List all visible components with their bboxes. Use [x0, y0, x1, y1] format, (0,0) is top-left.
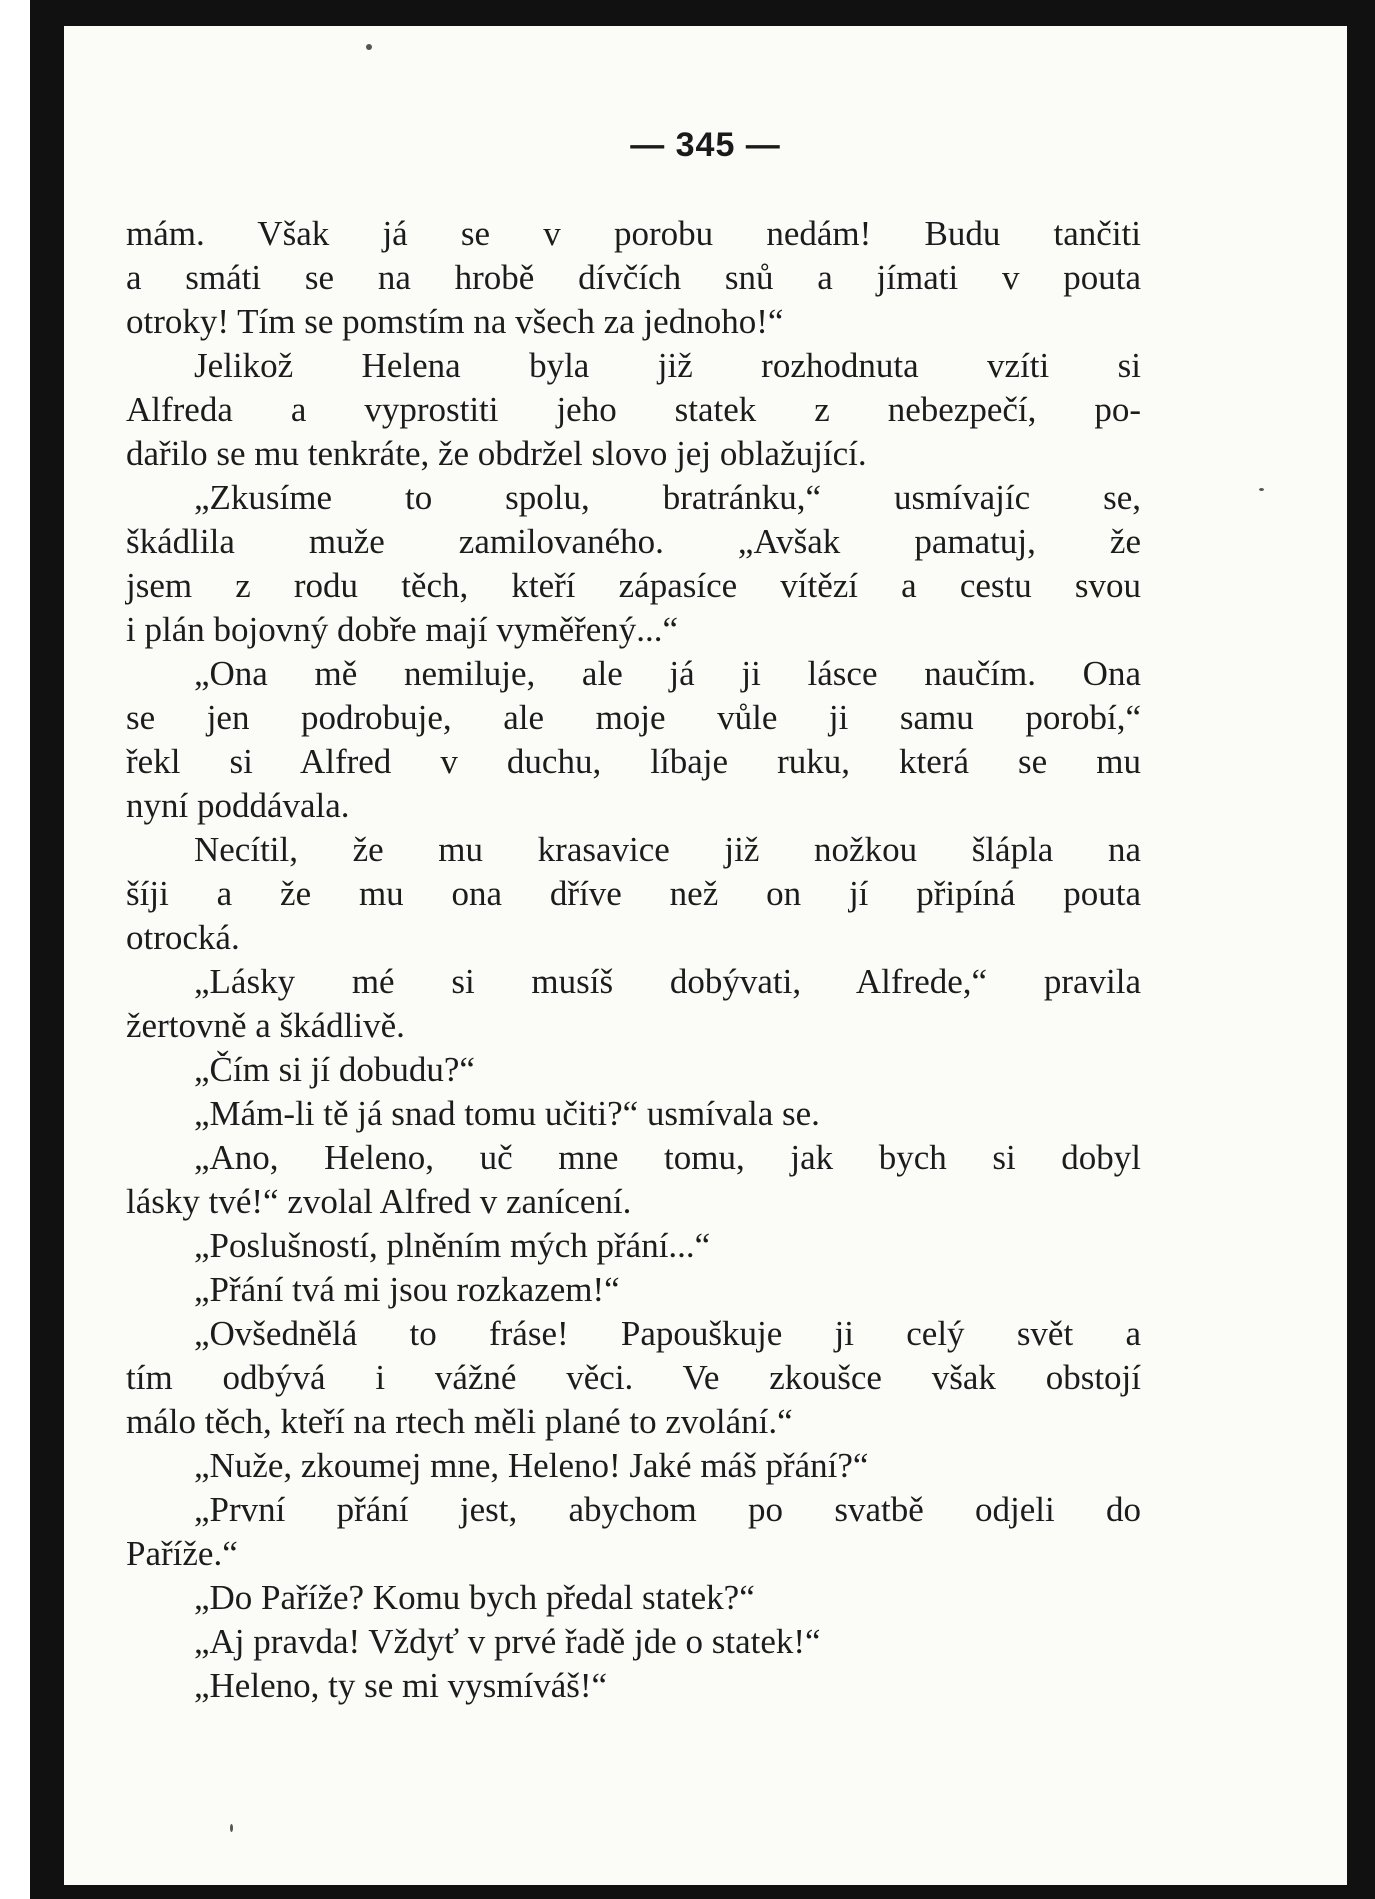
text-line: „Heleno, ty se mi vysmíváš!“	[194, 1666, 608, 1705]
book-spine-shadow	[30, 0, 64, 1899]
text-line: „První přání jest, abychom po svatbě odjeli do	[194, 1490, 1141, 1529]
text-line: „Ona mě nemiluje, ale já ji lásce naučím. Ona	[194, 654, 1141, 693]
text-line: jsem z rodu těch, kteří zápasíce vítězí a cestu svou	[126, 566, 1141, 605]
text-line: „Přání tvá mi jsou rozkazem!“	[194, 1270, 620, 1309]
body-text	[126, 212, 1141, 1708]
scan-speck	[230, 1824, 233, 1832]
text-line: žertovně a škádlivě.	[126, 1006, 405, 1045]
text-line: se jen podrobuje, ale moje vůle ji samu porobí,“	[126, 698, 1141, 737]
text-line: šíji a že mu ona dříve než on jí připíná pouta	[126, 874, 1141, 913]
text-line: otroky! Tím se pomstím na všech za jednoho!“	[126, 302, 784, 341]
scan-border-top	[30, 0, 1375, 26]
text-line: a smáti se na hrobě dívčích snů a jímati v pouta	[126, 258, 1141, 297]
text-line: Alfreda a vyprostiti jeho statek z nebezpečí, po-	[126, 390, 1141, 429]
text-line: i plán bojovný dobře mají vyměřený...“	[126, 610, 679, 649]
text-line: Paříže.“	[126, 1534, 238, 1573]
scan-speck	[366, 44, 372, 50]
text-line: „Zkusíme to spolu, bratránku,“ usmívajíc se,	[194, 478, 1141, 517]
text-line: Jelikož Helena byla již rozhodnuta vzíti si	[194, 346, 1141, 385]
text-line: „Do Paříže? Komu bych předal statek?“	[194, 1578, 755, 1617]
text-line: „Lásky mé si musíš dobývati, Alfrede,“ pravila	[194, 962, 1141, 1001]
text-line: „Čím si jí dobudu?“	[194, 1050, 475, 1089]
text-line: Necítil, že mu krasavice již nožkou šlápla na	[194, 830, 1141, 869]
text-line: lásky tvé!“ zvolal Alfred v zanícení.	[126, 1182, 632, 1221]
scan-speck	[1259, 488, 1264, 491]
text-line: škádlila muže zamilovaného. „Avšak pamatuj, že	[126, 522, 1141, 561]
text-line: málo těch, kteří na rtech měli plané to zvolání.“	[126, 1402, 793, 1441]
scan-border-bottom	[30, 1885, 1375, 1899]
text-line: „Nuže, zkoumej mne, Heleno! Jaké máš přání?“	[194, 1446, 869, 1485]
paper-sheet	[64, 26, 1347, 1885]
text-line: nyní poddávala.	[126, 786, 350, 825]
text-line: dařilo se mu tenkráte, že obdržel slovo jej oblažující.	[126, 434, 867, 473]
text-line: „Ano, Heleno, uč mne tomu, jak bych si dobyl	[194, 1138, 1141, 1177]
text-line: otrocká.	[126, 918, 240, 957]
scan-border-right	[1347, 0, 1375, 1899]
text-line: řekl si Alfred v duchu, líbaje ruku, která se mu	[126, 742, 1141, 781]
text-line: „Ovšednělá to fráse! Papouškuje ji celý svět a	[194, 1314, 1141, 1353]
text-line: tím odbývá i vážné věci. Ve zkoušce však obstojí	[126, 1358, 1141, 1397]
page-number: — 345 —	[630, 126, 781, 164]
text-line: „Mám-li tě já snad tomu učiti?“ usmívala se.	[194, 1094, 820, 1133]
text-line: mám. Však já se v porobu nedám! Budu tančiti	[126, 214, 1141, 253]
text-line: „Aj pravda! Vždyť v prvé řadě jde o statek!“	[194, 1622, 821, 1661]
binding-edge	[0, 0, 30, 1899]
text-line: „Poslušností, plněním mých přání...“	[194, 1226, 711, 1265]
